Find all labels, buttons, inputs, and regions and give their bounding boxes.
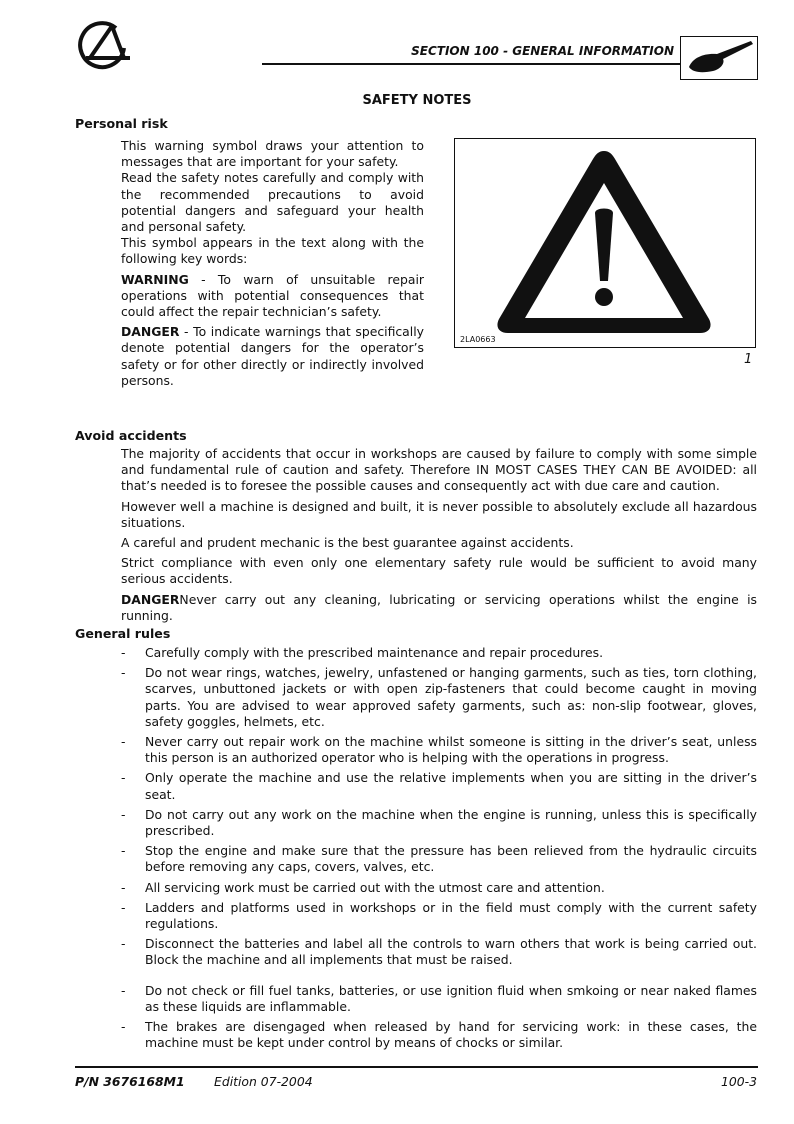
danger-text-2: Never carry out any cleaning, lubricating or servicing operations whilst the engine is running. (121, 591, 757, 623)
list-item: - Do not carry out any work on the machine when the engine is running, unless this is specifically prescribed. (121, 806, 757, 839)
personal-risk-p1: This warning symbol draws your attention to messages that are important for your safety. (121, 138, 424, 170)
section-title: SECTION 100 - GENERAL INFORMATION (411, 44, 674, 58)
avoid-accidents-danger (121, 592, 757, 624)
header-rule (262, 63, 680, 65)
danger-paragraph (121, 324, 424, 389)
general-rules-list-wrap (121, 645, 757, 1055)
personal-risk-heading: Personal risk (75, 116, 168, 131)
warning-keyword: WARNING (121, 271, 189, 287)
footer-rule (75, 1066, 758, 1068)
list-item: - Never carry out repair work on the machine whilst someone is sitting in the driver’s seat, unless this person is an authorized operator who is helping with the operations in progress. (121, 734, 757, 766)
list-item: - The brakes are disengaged when released by hand for servicing work: in these cases, the machine must be kept under control by means of chocks or similar. (121, 1019, 757, 1051)
danger-keyword-2: DANGER (121, 591, 180, 607)
page-number: 100-3 (720, 1074, 757, 1089)
list-item: - Do not check or fill fuel tanks, batteries, or use ignition fluid when smkoing or near naked flames as these liquids are inflammable. (121, 982, 757, 1014)
list-item: - Ladders and platforms used in workshops or in the field must comply with the current safety regulations. (121, 899, 757, 932)
danger-keyword: DANGER (121, 324, 180, 340)
figure-box (454, 138, 756, 348)
avoid-accidents-p2: However well a machine is designed and built, it is never possible to absolutely exclude all hazardous situations. (121, 498, 757, 530)
general-rules-list (121, 645, 757, 1051)
figure-code: 2LA0663 (460, 335, 496, 344)
list-item: - Stop the engine and make sure that the pressure has been relieved from the hydraulic circuits before removing any caps, covers, valves, etc. (121, 843, 757, 875)
list-item: - Disconnect the batteries and label all the controls to warn others that work is being carried out. Block the machine and all implements that must be raised. (121, 936, 757, 968)
company-logo-icon (72, 18, 136, 70)
figure-number: 1 (744, 352, 753, 367)
page-title: SAFETY NOTES (362, 93, 472, 108)
avoid-accidents-p1: The majority of accidents that occur in workshops are caused by failure to comply with some simple and fundamental rule of caution and safety. Therefore IN MOST CASES THEY CAN BE AVOIDED: all that’s needed is to foresee the possible causes and consequently act with due care and caution. (121, 446, 757, 494)
list-item: - Do not wear rings, watches, jewelry, unfastened or hanging garments, such as ties, torn clothing, scarves, unbuttoned jackets or with open zip-fasteners that could become caught in moving parts. You are advised to wear approved safety garments, such as: non-slip footwear, gloves, safety goggles, helmets, etc. (121, 665, 757, 729)
list-item: - Only operate the machine and use the relative implements when you are sitting in the driver’s seat. (121, 770, 757, 802)
avoid-accidents-heading: Avoid accidents (75, 428, 187, 443)
list-item: - Carefully comply with the prescribed maintenance and repair procedures. (121, 645, 604, 660)
warning-text: - To warn of unsuitable repair operations with potential consequences that could affect the repair technician’s safety. (121, 271, 424, 320)
avoid-accidents-p3: A careful and prudent mechanic is the best guarantee against accidents. (121, 535, 574, 551)
personal-risk-p2: Read the safety notes carefully and comply with the recommended precautions to avoid potential dangers and safeguard your health and personal safety. (121, 170, 424, 235)
list-item: - All servicing work must be carried out with the utmost care and attention. (121, 879, 605, 895)
avoid-accidents-p4: Strict compliance with even only one elementary safety rule would be sufficient to avoid many serious accidents. (121, 555, 757, 587)
part-number: P/N 3676168M1 (75, 1074, 185, 1089)
general-rules-heading: General rules (75, 626, 171, 641)
personal-risk-body (121, 138, 424, 389)
personal-risk-p3: This symbol appears in the text along with the following key words: (121, 235, 424, 267)
warning-paragraph (121, 272, 424, 321)
danger-text: - To indicate warnings that specifically denote potential dangers for the operator’s safety or for other directly or indirectly involved persons. (121, 324, 424, 388)
warning-triangle-icon (455, 139, 754, 346)
pointing-hand-icon (680, 36, 758, 80)
avoid-accidents-body (121, 446, 757, 624)
edition: Edition 07-2004 (214, 1074, 313, 1089)
